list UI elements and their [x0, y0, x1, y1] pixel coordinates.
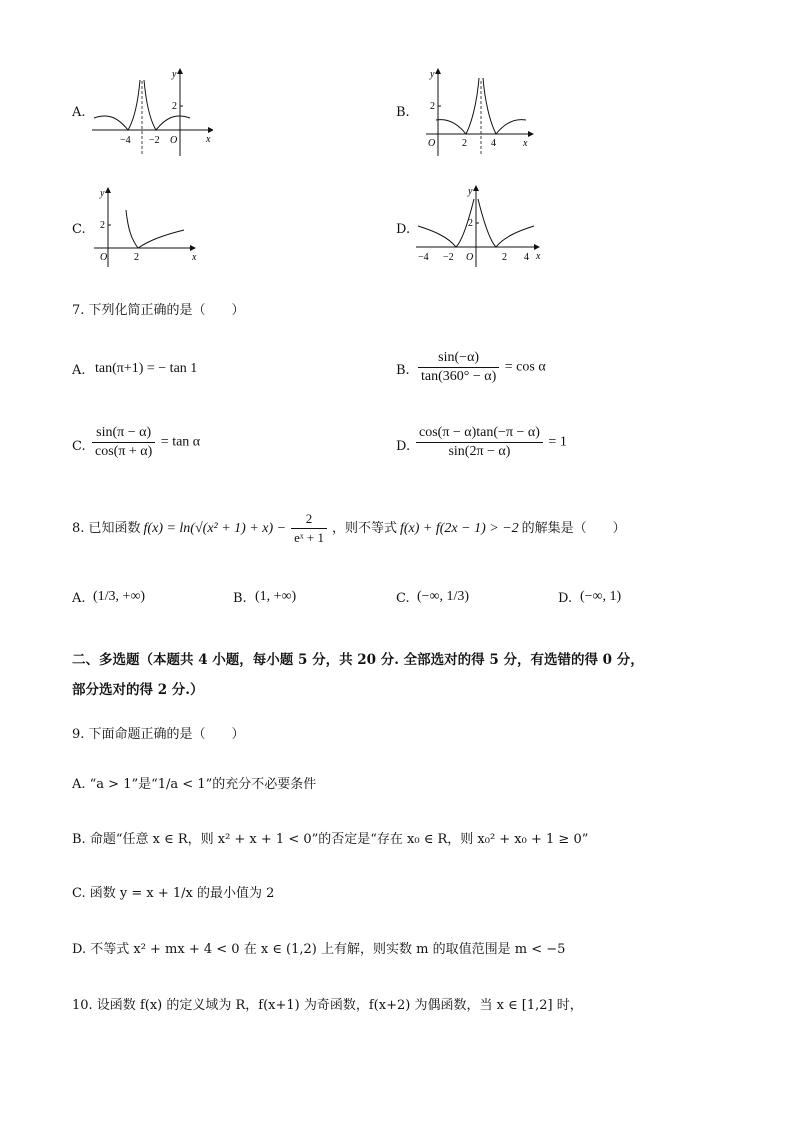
q7-c-numerator: sin(π − α): [92, 424, 155, 443]
graph-c-origin-label: O: [100, 252, 108, 263]
q8-frac-numerator: 2: [291, 510, 327, 529]
q7-d-rhs: = 1: [548, 434, 567, 450]
graph-a-y-axis-label: y: [172, 69, 177, 80]
q7-b-denominator: tan(360° − α): [421, 369, 497, 384]
graph-b-x-tick-2: 4: [491, 138, 496, 149]
graph-option-c-label: C.: [72, 222, 86, 237]
q8-option-a-expr: (1/3, +∞): [93, 589, 146, 604]
q9-option-b: B. 命题“任意 x ∈ R，则 x² + x + 1 < 0”的否定是“存在 x₀ ∈ R，则 x₀² + x₀ + 1 ≥ 0”: [72, 832, 589, 847]
q8-option-c-label: C.: [396, 591, 410, 606]
graph-b-y-tick: 2: [430, 101, 435, 112]
q7-option-c-expr: [90, 424, 200, 461]
graph-b-origin-label: O: [428, 138, 436, 149]
q8-stem: [72, 510, 626, 547]
section-heading: 二、多选题（本题共 4 小题，每小题 5 分，共 20 分. 全部选对的得 5 分，有选错的得 0 分，: [72, 652, 644, 668]
graph-d-y-axis-label: y: [468, 186, 473, 197]
q8-option-b-label: B.: [233, 591, 247, 606]
graph-a-x-axis-label: x: [206, 134, 211, 145]
q7-stem: 7. 下列化简正确的是（ ）: [72, 303, 245, 318]
graph-option-d-label: D.: [396, 222, 411, 237]
graph-b-x-axis-label: x: [523, 138, 528, 149]
graph-c-y-axis-label: y: [100, 188, 105, 199]
q7-option-c-label: C.: [72, 439, 86, 454]
q7-b-numerator: sin(−α): [418, 349, 499, 368]
graph-d-x-axis-label: x: [536, 251, 541, 262]
graph-d-x-tick-2: −2: [443, 252, 454, 263]
graph-d-x-tick-1: −4: [418, 252, 429, 263]
q7-option-b-label: B.: [396, 363, 410, 378]
q8-option-d-expr: (−∞, 1): [580, 589, 622, 604]
q7-c-rhs: = tan α: [160, 434, 201, 450]
graph-d-x-tick-4: 4: [524, 252, 529, 263]
graph-b-x-tick-1: 2: [462, 138, 467, 149]
graph-option-d: [412, 183, 547, 271]
q7-d-denominator: sin(2π − α): [448, 444, 511, 459]
section-heading-line2: 部分选对的得 2 分.）: [72, 682, 204, 698]
q10-stem: 10. 设函数 f(x) 的定义域为 R，f(x+1) 为奇函数，f(x+2) 为偶函数，当 x ∈ [1,2] 时，: [72, 998, 583, 1013]
graph-option-a-label: A.: [72, 105, 86, 120]
q8-stem-suffix: 的解集是（ ）: [521, 520, 626, 536]
q8-option-c-expr: (−∞, 1/3): [417, 589, 470, 604]
q8-option-d-label: D.: [558, 591, 573, 606]
q8-function-lhs: f(x) = ln(√(x² + 1) + x) −: [143, 520, 287, 536]
q7-option-b-expr: [416, 349, 546, 386]
graph-c-x-axis-label: x: [192, 252, 197, 263]
graph-a-x-tick-1: −4: [120, 135, 131, 146]
graph-option-b-label: B.: [396, 105, 410, 120]
graph-option-c: [88, 185, 203, 270]
graph-d-x-tick-3: 2: [502, 252, 507, 263]
q9-option-a: A. “a > 1”是“1/a < 1”的充分不必要条件: [72, 777, 317, 792]
graph-d-y-tick: 2: [468, 218, 473, 229]
q8-frac-denominator: eˣ + 1: [294, 530, 324, 545]
q7-option-d-expr: [414, 424, 567, 461]
q8-inequality: f(x) + f(2x − 1) > −2: [400, 520, 519, 536]
q8-stem-mid: ，则不等式: [331, 520, 397, 536]
graph-d-origin-label: O: [466, 252, 474, 263]
graph-a-y-tick: 2: [172, 101, 177, 112]
q7-option-a-expr: tan(π+1) = − tan 1: [95, 361, 198, 376]
q7-d-numerator: cos(π − α)tan(−π − α): [416, 424, 543, 443]
graph-b-y-axis-label: y: [430, 69, 435, 80]
graph-a-x-tick-2: −2: [149, 135, 160, 146]
q8-option-b-expr: (1, +∞): [255, 589, 297, 604]
q7-b-rhs: = cos α: [504, 359, 546, 375]
q9-stem: 9. 下面命题正确的是（ ）: [72, 727, 245, 742]
graph-option-a: [88, 66, 213, 158]
q9-option-c: C. 函数 y = x + 1/x 的最小值为 2: [72, 886, 275, 901]
q7-option-d-label: D.: [396, 439, 411, 454]
graph-a-origin-label: O: [170, 135, 178, 146]
graph-option-b: [418, 66, 543, 158]
q8-option-a-label: A.: [72, 591, 86, 606]
graph-c-y-tick: 2: [100, 220, 105, 231]
q8-stem-prefix: 8. 已知函数: [72, 520, 141, 536]
q9-option-d: D. 不等式 x² + mx + 4 < 0 在 x ∈ (1,2) 上有解，则实数 m 的取值范围是 m < −5: [72, 942, 566, 957]
q7-option-a-label: A.: [72, 363, 86, 378]
q7-c-denominator: cos(π + α): [95, 444, 153, 459]
graph-c-x-tick-1: 2: [134, 252, 139, 263]
